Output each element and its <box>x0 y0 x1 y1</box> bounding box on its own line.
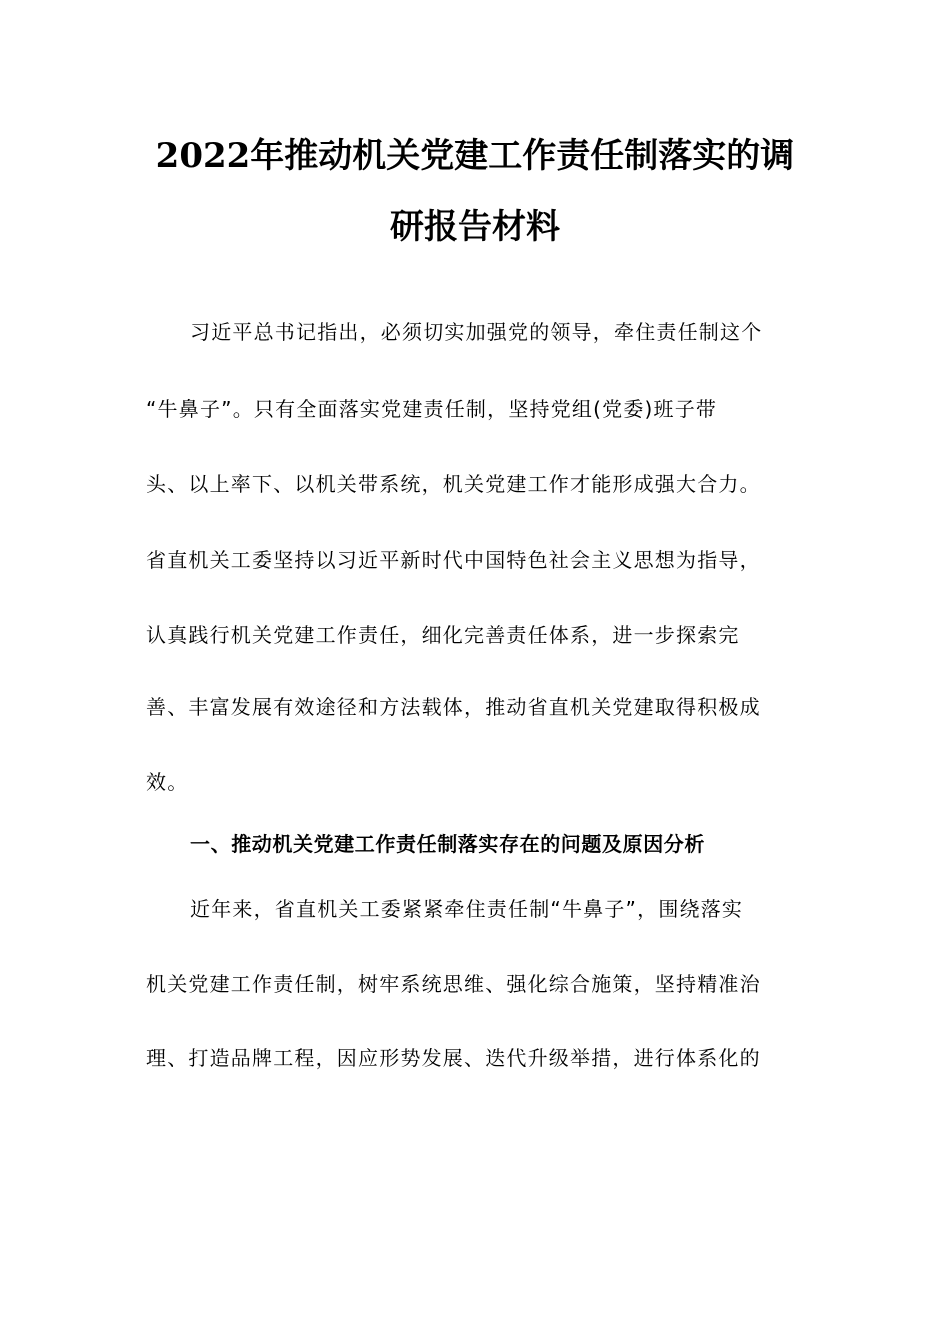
paragraph-1-line-4: 省直机关工委坚持以习近平新时代中国特色社会主义思想为指导， <box>146 548 761 572</box>
document-title-line-2: 研报告材料 <box>390 207 560 247</box>
paragraph-2-line-1: 近年来，省直机关工委紧紧牵住责任制“牛鼻子”，围绕落实 <box>190 897 744 921</box>
paragraph-1-line-2: “牛鼻子”。只有全面落实党建责任制，坚持党组(党委)班子带 <box>146 397 718 421</box>
paragraph-1-line-3: 头、以上率下、以机关带系统，机关党建工作才能形成强大合力。 <box>146 472 761 496</box>
paragraph-1-line-6: 善、丰富发展有效途径和方法载体，推动省直机关党建取得积极成 <box>146 695 761 719</box>
document-title-line-1: 2022年推动机关党建工作责任制落实的调 <box>155 136 795 176</box>
paragraph-1-line-5: 认真践行机关党建工作责任，细化完善责任体系，进一步探索完 <box>146 623 740 647</box>
section-1-heading: 一、推动机关党建工作责任制落实存在的问题及原因分析 <box>190 832 705 856</box>
paragraph-2-line-3: 理、打造品牌工程，因应形势发展、迭代升级举措，进行体系化的 <box>146 1046 761 1070</box>
paragraph-1-line-7: 效。 <box>146 770 189 794</box>
paragraph-2-line-2: 机关党建工作责任制，树牢系统思维、强化综合施策，坚持精准治 <box>146 972 761 996</box>
paragraph-1-line-1: 习近平总书记指出，必须切实加强党的领导，牵住责任制这个 <box>190 320 763 344</box>
